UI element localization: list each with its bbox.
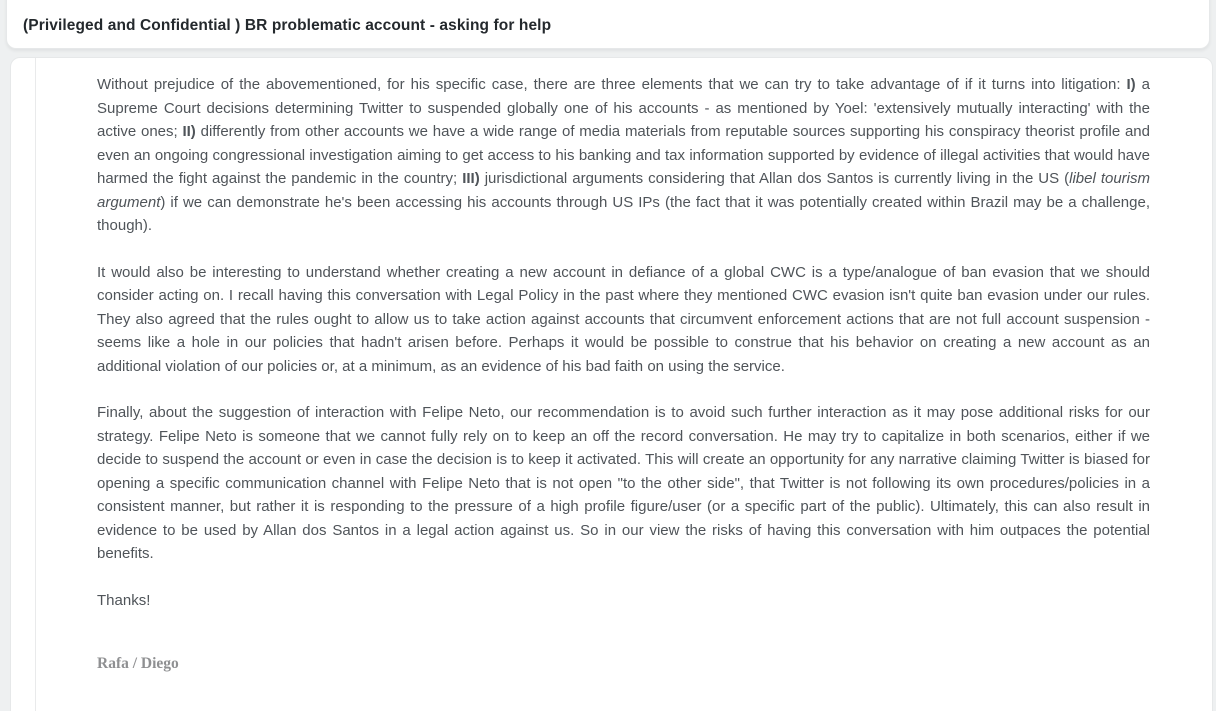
email-content-card bbox=[10, 57, 1213, 711]
message-body bbox=[36, 58, 1212, 711]
paragraph-felipe-neto: Finally, about the suggestion of interaction with Felipe Neto, our recommendation is to avoid such further interaction as it may pose additional risks for our strategy. Felipe Neto is someone that we cannot fully rely on to keep an off the record conversation. He may try to capitalize in both scenarios, either if we decide to suspend the account or even in case the decision is to keep it activated. This will create an opportunity for any narrative claiming Twitter is biased for opening a specific communication channel with Felipe Neto that is not open "to the other side", that Twitter is not following its own procedures/policies in a consistent manner, but rather it is responding to the pressure of a high profile figure/user (or a specific part of the public). Ultimately, this can also result in evidence to be used by Allan dos Santos in a legal action against us. So in our view the risks of having this conversation with him outpaces the potential benefits. bbox=[97, 404, 1150, 562]
bold-marker-two: II) bbox=[182, 123, 196, 140]
signature: Rafa / Diego bbox=[97, 655, 179, 672]
paragraph-segment: ) if we can demonstrate he's been accessing his accounts through US IPs (the fact that it was potentially created within Brazil may be a challenge, though). bbox=[97, 193, 1150, 234]
left-gutter bbox=[11, 58, 36, 711]
subject-bar bbox=[6, 0, 1210, 49]
page-title: (Privileged and Confidential ) BR problematic account - asking for help bbox=[23, 17, 552, 34]
paragraph-segment: differently from other accounts we have a wide range of media materials from reputable sources supporting his conspiracy theorist profile and even an ongoing congressional investigation aiming to get access to his banking and tax information supported by evidence of illegal activities that would have harmed the fight against the pandemic in the country; bbox=[97, 123, 1150, 187]
italic-libel-tourism: libel tourism argument bbox=[97, 170, 1150, 211]
bold-marker-one: I) bbox=[1126, 76, 1136, 93]
paragraph-litigation-elements bbox=[97, 73, 1150, 238]
paragraph-segment: Without prejudice of the abovementioned, for his specific case, there are three elements that we can try to take advantage of if it turns into litigation: bbox=[97, 76, 1127, 93]
paragraph-segment: jurisdictional arguments considering that Allan dos Santos is currently living in the US ( bbox=[479, 170, 1070, 187]
paragraph-segment: a Supreme Court decisions determining Twitter to suspended globally one of his accounts - as mentioned by Yoel: 'extensively mutually interacting' with the active ones; bbox=[97, 76, 1150, 140]
closing-thanks: Thanks! bbox=[97, 591, 151, 609]
paragraph-ban-evasion: It would also be interesting to understand whether creating a new account in defiance of a global CWC is a type/analogue of ban evasion that we should consider acting on. I recall having this conversation with Legal Policy in the past where they mentioned CWC evasion isn't quite ban evasion under our rules. They also agreed that the rules ought to allow us to take action against accounts that circumvent enforcement actions that are not full account suspension - seems like a hole in our policies that hadn't arisen before. Perhaps it would be possible to construe that his behavior on creating a new account as an additional violation of our policies or, at a minimum, as an evidence of his bad faith on using the service. bbox=[97, 263, 1150, 375]
bold-marker-three: III) bbox=[462, 170, 480, 187]
